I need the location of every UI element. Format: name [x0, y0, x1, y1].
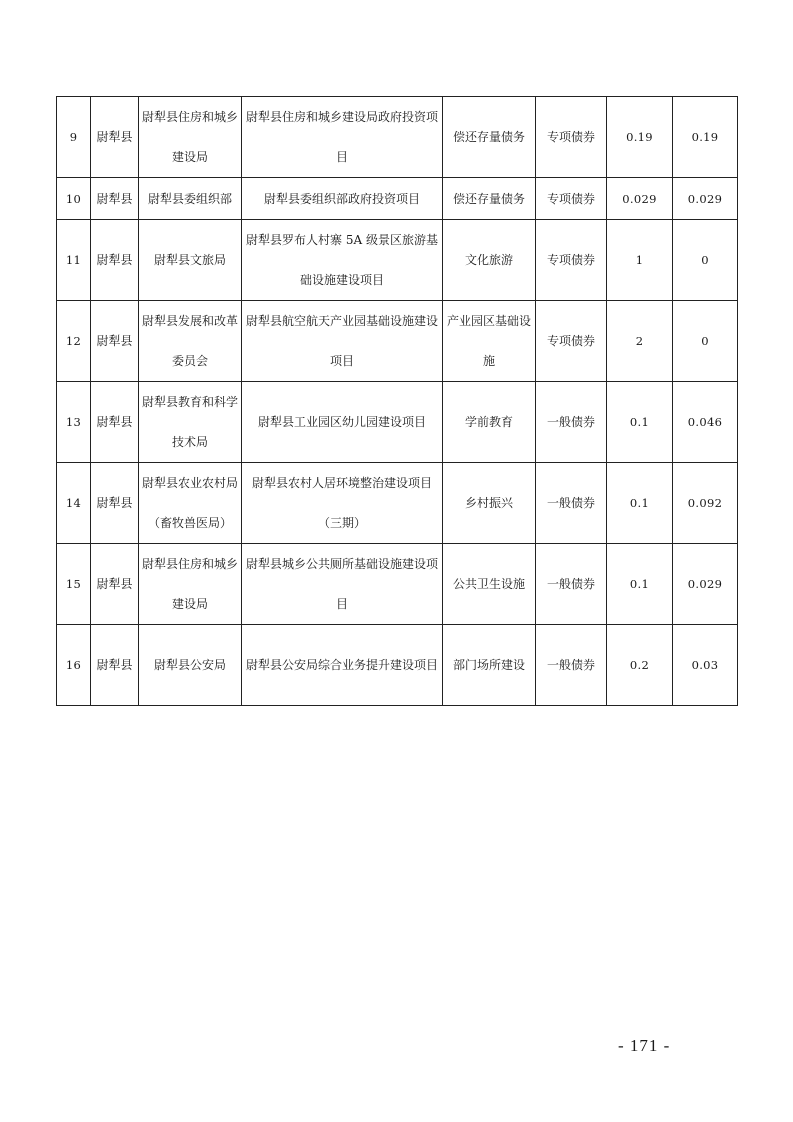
field-cell: 乡村振兴: [443, 463, 536, 544]
project-cell: 尉犁县住房和城乡建设局政府投资项目: [242, 97, 443, 178]
unit-cell: 尉犁县委组织部: [139, 178, 242, 220]
bond-type-cell: 一般债券: [536, 625, 607, 706]
amount-cell: 0.1: [607, 463, 673, 544]
page-number: - 171 -: [618, 1036, 671, 1055]
county-cell: 尉犁县: [91, 301, 139, 382]
bond-type-cell: 专项债券: [536, 178, 607, 220]
row-number: 13: [57, 382, 91, 463]
table-row: [57, 178, 738, 220]
field-cell: 学前教育: [443, 382, 536, 463]
amount-cell: 0.029: [673, 544, 738, 625]
unit-cell: 尉犁县公安局: [139, 625, 242, 706]
bond-type-cell: 一般债券: [536, 463, 607, 544]
row-number: 11: [57, 220, 91, 301]
table-row: [57, 220, 738, 301]
amount-cell: 0: [673, 220, 738, 301]
unit-cell: 尉犁县农业农村局（畜牧兽医局）: [139, 463, 242, 544]
unit-cell: 尉犁县住房和城乡建设局: [139, 97, 242, 178]
county-cell: 尉犁县: [91, 463, 139, 544]
amount-cell: 2: [607, 301, 673, 382]
table-row: [57, 301, 738, 382]
amount-cell: 0.046: [673, 382, 738, 463]
amount-cell: 0.092: [673, 463, 738, 544]
bond-type-cell: 一般债券: [536, 544, 607, 625]
project-cell: 尉犁县航空航天产业园基础设施建设项目: [242, 301, 443, 382]
project-cell: 尉犁县农村人居环境整治建设项目（三期）: [242, 463, 443, 544]
field-cell: 偿还存量债务: [443, 178, 536, 220]
county-cell: 尉犁县: [91, 178, 139, 220]
bond-type-cell: 专项债券: [536, 97, 607, 178]
project-cell: 尉犁县城乡公共厕所基础设施建设项目: [242, 544, 443, 625]
debt-project-table: [56, 96, 738, 706]
project-cell: 尉犁县罗布人村寨 5A 级景区旅游基础设施建设项目: [242, 220, 443, 301]
project-cell: 尉犁县工业园区幼儿园建设项目: [242, 382, 443, 463]
field-cell: 部门场所建设: [443, 625, 536, 706]
amount-cell: 0.03: [673, 625, 738, 706]
table-row: [57, 463, 738, 544]
unit-cell: 尉犁县住房和城乡建设局: [139, 544, 242, 625]
county-cell: 尉犁县: [91, 544, 139, 625]
amount-cell: 0.1: [607, 382, 673, 463]
row-number: 9: [57, 97, 91, 178]
amount-cell: 0.2: [607, 625, 673, 706]
amount-cell: 0.029: [607, 178, 673, 220]
table-row: [57, 382, 738, 463]
county-cell: 尉犁县: [91, 97, 139, 178]
amount-cell: 1: [607, 220, 673, 301]
table-row: [57, 97, 738, 178]
unit-cell: 尉犁县教育和科学技术局: [139, 382, 242, 463]
unit-cell: 尉犁县文旅局: [139, 220, 242, 301]
row-number: 14: [57, 463, 91, 544]
amount-cell: 0: [673, 301, 738, 382]
table-row: [57, 544, 738, 625]
table-row: [57, 625, 738, 706]
field-cell: 公共卫生设施: [443, 544, 536, 625]
county-cell: 尉犁县: [91, 382, 139, 463]
row-number: 12: [57, 301, 91, 382]
bond-type-cell: 专项债券: [536, 301, 607, 382]
project-cell: 尉犁县委组织部政府投资项目: [242, 178, 443, 220]
row-number: 15: [57, 544, 91, 625]
amount-cell: 0.19: [673, 97, 738, 178]
row-number: 16: [57, 625, 91, 706]
field-cell: 文化旅游: [443, 220, 536, 301]
bond-type-cell: 专项债券: [536, 220, 607, 301]
amount-cell: 0.029: [673, 178, 738, 220]
row-number: 10: [57, 178, 91, 220]
bond-type-cell: 一般债券: [536, 382, 607, 463]
unit-cell: 尉犁县发展和改革委员会: [139, 301, 242, 382]
county-cell: 尉犁县: [91, 220, 139, 301]
field-cell: 产业园区基础设施: [443, 301, 536, 382]
project-cell: 尉犁县公安局综合业务提升建设项目: [242, 625, 443, 706]
amount-cell: 0.1: [607, 544, 673, 625]
county-cell: 尉犁县: [91, 625, 139, 706]
field-cell: 偿还存量债务: [443, 97, 536, 178]
amount-cell: 0.19: [607, 97, 673, 178]
